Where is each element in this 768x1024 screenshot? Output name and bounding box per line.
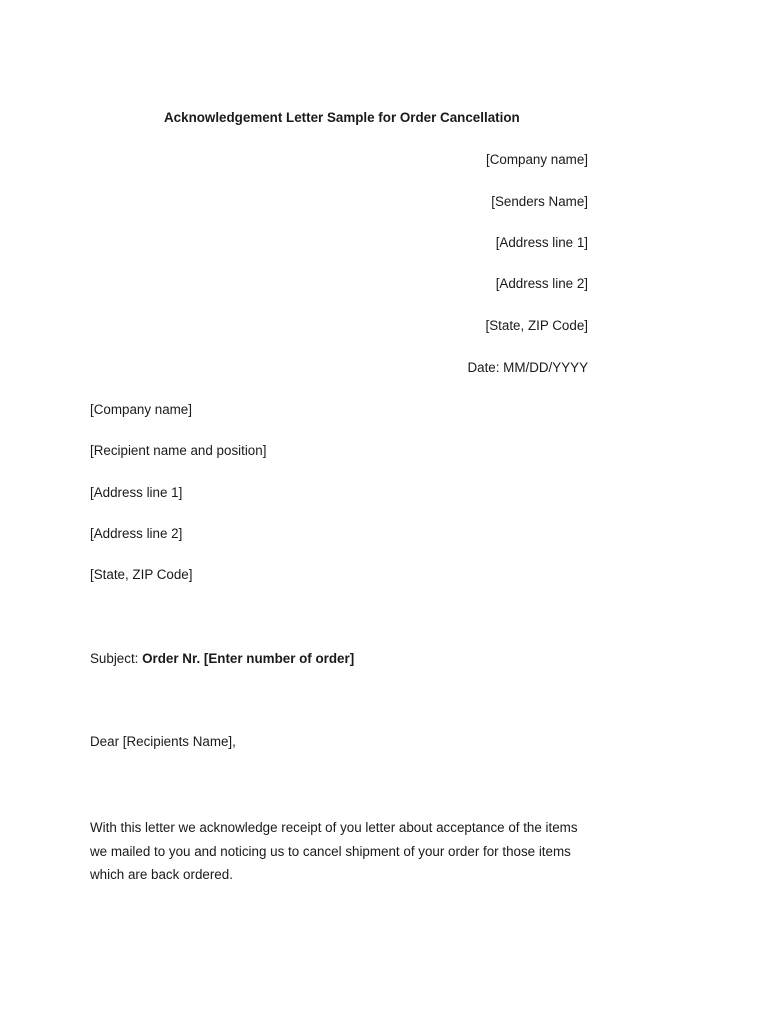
- letter-date: Date: MM/DD/YYYY: [467, 360, 588, 375]
- recipient-company: [Company name]: [90, 402, 192, 417]
- recipient-state-zip: [State, ZIP Code]: [90, 567, 193, 582]
- sender-name: [Senders Name]: [491, 194, 588, 209]
- recipient-address-line-2: [Address line 2]: [90, 526, 183, 541]
- subject-value: Order Nr. [Enter number of order]: [142, 651, 355, 666]
- body-line-1: With this letter we acknowledge receipt of you letter about acceptance of the items: [90, 820, 578, 835]
- recipient-address-line-1: [Address line 1]: [90, 485, 183, 500]
- subject-line: [90, 651, 354, 667]
- letter-title: Acknowledgement Letter Sample for Order Cancellation: [164, 110, 520, 125]
- sender-address-line-2: [Address line 2]: [495, 276, 588, 291]
- sender-state-zip: [State, ZIP Code]: [485, 318, 588, 333]
- sender-address-line-1: [Address line 1]: [495, 235, 588, 250]
- subject-label: Subject:: [90, 651, 139, 666]
- body-paragraph: [90, 816, 590, 887]
- salutation: Dear [Recipients Name],: [90, 734, 236, 749]
- body-line-2: we mailed to you and noticing us to cancel shipment of your order for those items: [90, 843, 571, 859]
- recipient-name-position: [Recipient name and position]: [90, 443, 267, 458]
- body-line-3: which are back ordered.: [90, 867, 233, 882]
- sender-company: [Company name]: [486, 152, 588, 167]
